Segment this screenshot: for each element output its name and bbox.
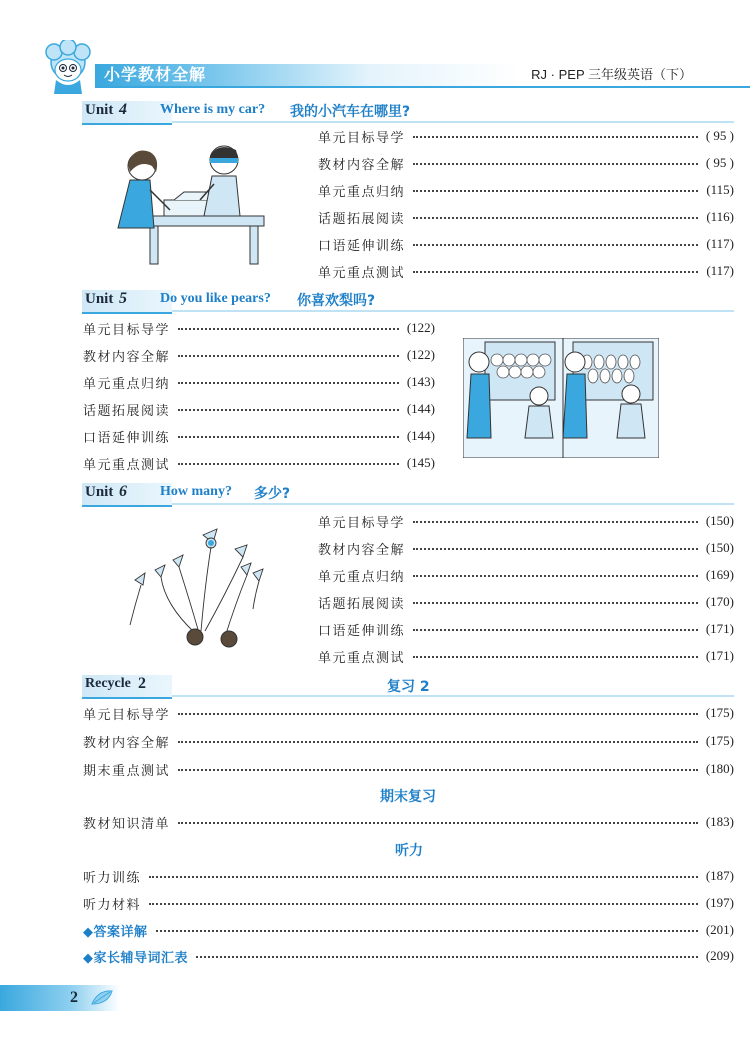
toc-entry[interactable]: 单元目标导学 (175): [83, 705, 734, 723]
toc-entry[interactable]: 教材内容全解 (175): [83, 733, 734, 751]
toc-entry[interactable]: 教材内容全解 ( 95 ): [318, 155, 734, 173]
unit-title-zh: 你喜欢梨吗?: [297, 293, 376, 309]
brand-title: 小学教材全解: [104, 65, 207, 84]
toc-entry[interactable]: 话题拓展阅读 (144): [83, 401, 435, 419]
toc-entry[interactable]: 单元目标导学 (150): [318, 513, 734, 531]
unit-6-illustration: [125, 525, 275, 650]
unit-5-header: [82, 290, 734, 312]
recycle-word: Recycle: [85, 676, 131, 691]
unit-word: Unit: [85, 484, 114, 500]
toc-entry[interactable]: 单元重点测试 (117): [318, 263, 734, 281]
toc-entry[interactable]: 期末重点测试 (180): [83, 761, 734, 779]
unit-word: Unit: [85, 291, 114, 307]
unit-6-header: [82, 483, 734, 505]
unit-title-en: Where is my car?: [160, 102, 266, 117]
mascot-logo: [38, 40, 102, 98]
toc-entry[interactable]: 话题拓展阅读 (116): [318, 209, 734, 227]
toc-entry[interactable]: 听力训练 (187): [83, 868, 734, 886]
header-rule: [95, 86, 750, 88]
toc-entry[interactable]: 教材内容全解 (122): [83, 347, 435, 365]
unit-title-en: How many?: [160, 484, 232, 499]
unit-title-en: Do you like pears?: [160, 291, 271, 306]
final-review-title: 期末复习: [380, 789, 436, 805]
toc-entry[interactable]: 听力材料 (197): [83, 895, 734, 913]
toc-entry[interactable]: 单元目标导学 ( 95 ): [318, 128, 734, 146]
unit-word: Unit: [85, 102, 114, 118]
toc-entry[interactable]: 单元重点归纳 (169): [318, 567, 734, 585]
unit-number: 5: [119, 290, 127, 307]
unit-4-header: [82, 101, 734, 123]
recycle-number: 2: [138, 675, 146, 692]
unit-title-zh: 多少?: [254, 486, 291, 502]
breadcrumb: RJ · PEP 三年级英语（下）: [531, 67, 692, 82]
toc-entry[interactable]: 教材内容全解 (150): [318, 540, 734, 558]
listening-title: 听力: [395, 843, 423, 859]
toc-entry[interactable]: 教材知识清单 (183): [83, 814, 734, 832]
unit-title-zh: 我的小汽车在哪里?: [290, 104, 411, 120]
recycle-title: 复习 2: [387, 679, 430, 695]
toc-entry[interactable]: 单元重点测试 (171): [318, 648, 734, 666]
toc-entry[interactable]: 口语延伸训练 (117): [318, 236, 734, 254]
toc-entry[interactable]: 单元重点归纳 (143): [83, 374, 435, 392]
toc-entry[interactable]: 单元重点归纳 (115): [318, 182, 734, 200]
recycle-2-header: [82, 675, 734, 697]
unit-number: 6: [119, 483, 127, 500]
toc-entry[interactable]: 单元重点测试 (145): [83, 455, 435, 473]
unit-5-illustration: [463, 338, 659, 458]
page-number: 2: [70, 989, 78, 1006]
toc-entry[interactable]: 口语延伸训练 (171): [318, 621, 734, 639]
toc-entry[interactable]: 口语延伸训练 (144): [83, 428, 435, 446]
toc-entry[interactable]: 话题拓展阅读 (170): [318, 594, 734, 612]
leaf-icon: [90, 988, 114, 1008]
toc-entry-glossary[interactable]: ◆家长辅导词汇表 (209): [83, 948, 734, 966]
unit-number: 4: [119, 101, 127, 118]
unit-4-illustration: [104, 138, 274, 266]
toc-entry-answers[interactable]: ◆答案详解 (201): [83, 922, 734, 940]
toc-entry[interactable]: 单元目标导学 (122): [83, 320, 435, 338]
